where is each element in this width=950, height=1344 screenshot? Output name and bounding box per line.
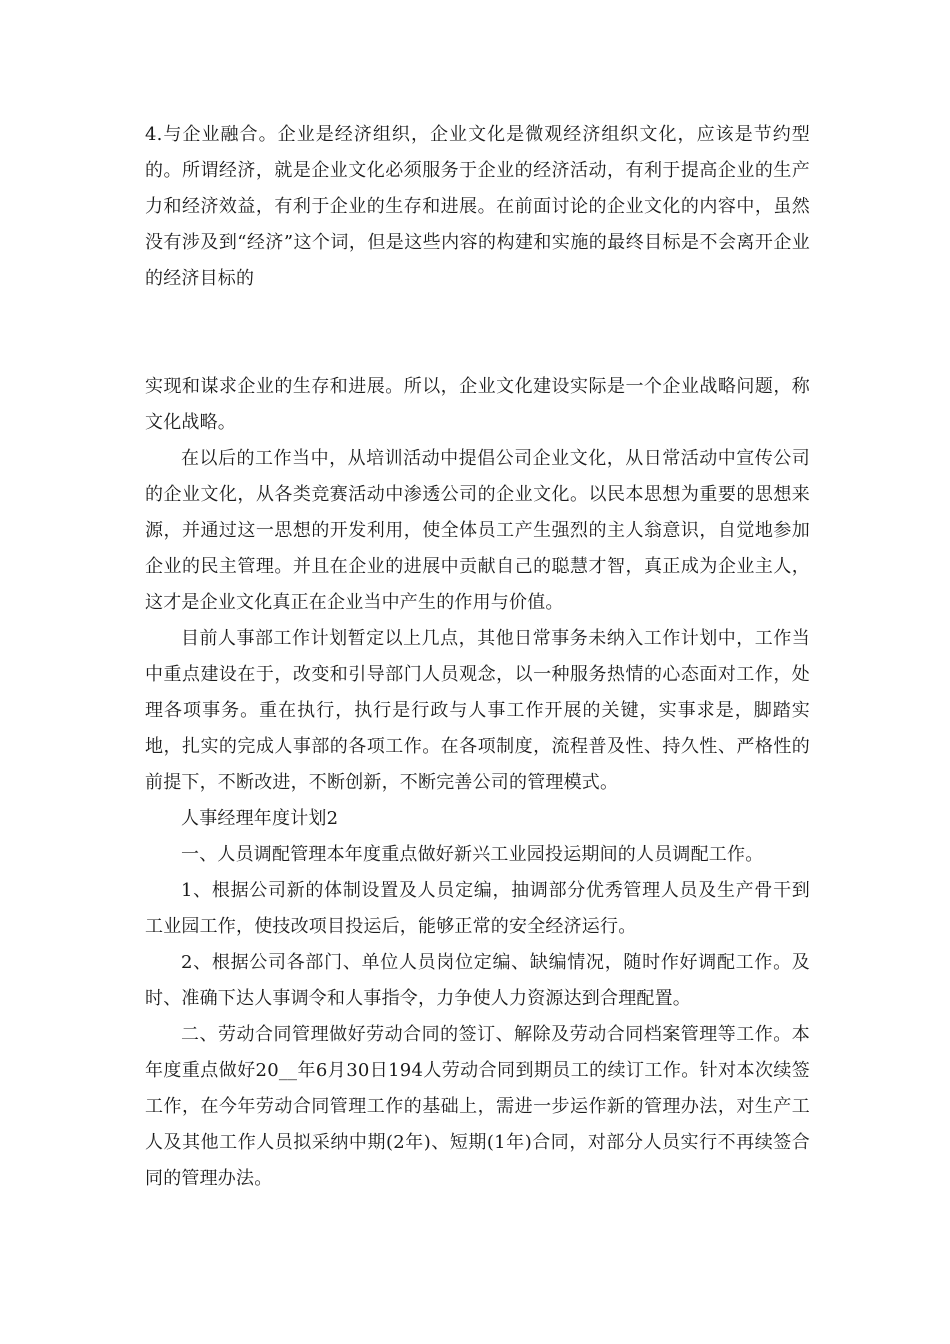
text-block-top [145, 117, 810, 297]
paragraph-labor-contract: 二、劳动合同管理做好劳动合同的签订、解除及劳动合同档案管理等工作。本年度重点做好20__年6月30日194人劳动合同到期员工的续订工作。针对本次续签工作，在今年劳动合同管理工作的基础上，需进一步运作新的管理办法，对生产工人及其他工作人员拟采纳中期(2年)、短期(1年)合同，对部分人员实行不再续签合同的管理办法。 [145, 1024, 810, 1189]
paragraph-item-1: 1、根据公司新的体制设置及人员定编，抽调部分优秀管理人员及生产骨干到工业园工作，使技改项目投运后，能够正常的安全经济运行。 [145, 880, 810, 937]
paragraph-item-2: 2、根据公司各部门、单位人员岗位定编、缺编情况，随时作好调配工作。及时、准确下达人事调令和人事指令，力争使人力资源达到合理配置。 [145, 952, 810, 1009]
section-heading-plan-2: 人事经理年度计划2 [181, 808, 339, 829]
paragraph-plan-summary: 目前人事部工作计划暂定以上几点，其他日常事务未纳入工作计划中，工作当中重点建设在于，改变和引导部门人员观念，以一种服务热情的心态面对工作，处理各项事务。重在执行，执行是行政与人事工作开展的关键，实事求是，脚踏实地，扎实的完成人事部的各项工作。在各项制度，流程普及性、持久性、严格性的前提下，不断改进，不断创新，不断完善公司的管理模式。 [145, 628, 810, 793]
paragraph-strategy-continuation: 实现和谋求企业的生存和进展。所以，企业文化建设实际是一个企业战略问题，称文化战略。 [145, 376, 810, 433]
paragraph-culture-promotion: 在以后的工作当中，从培训活动中提倡公司企业文化，从日常活动中宣传公司的企业文化，从各类竞赛活动中渗透公司的企业文化。以民本思想为重要的思想来源，并通过这一思想的开发利用，使全体员工产生强烈的主人翁意识，自觉地参加企业的民主管理。并且在企业的进展中贡献自己的聪慧才智，真正成为企业主人，这才是企业文化真正在企业当中产生的作用与价值。 [145, 448, 810, 613]
text-block-main [145, 369, 810, 1197]
paragraph-enterprise-integration: 4.与企业融合。企业是经济组织，企业文化是微观经济组织文化，应该是节约型的。所谓经济，就是企业文化必须服务于企业的经济活动，有利于提高企业的生产力和经济效益，有利于企业的生存和进展。在前面讨论的企业文化的内容中，虽然没有涉及到“经济”这个词，但是这些内容的构建和实施的最终目标是不会离开企业的经济目标的 [145, 124, 810, 289]
paragraph-staff-allocation: 一、人员调配管理本年度重点做好新兴工业园投运期间的人员调配工作。 [181, 844, 764, 865]
